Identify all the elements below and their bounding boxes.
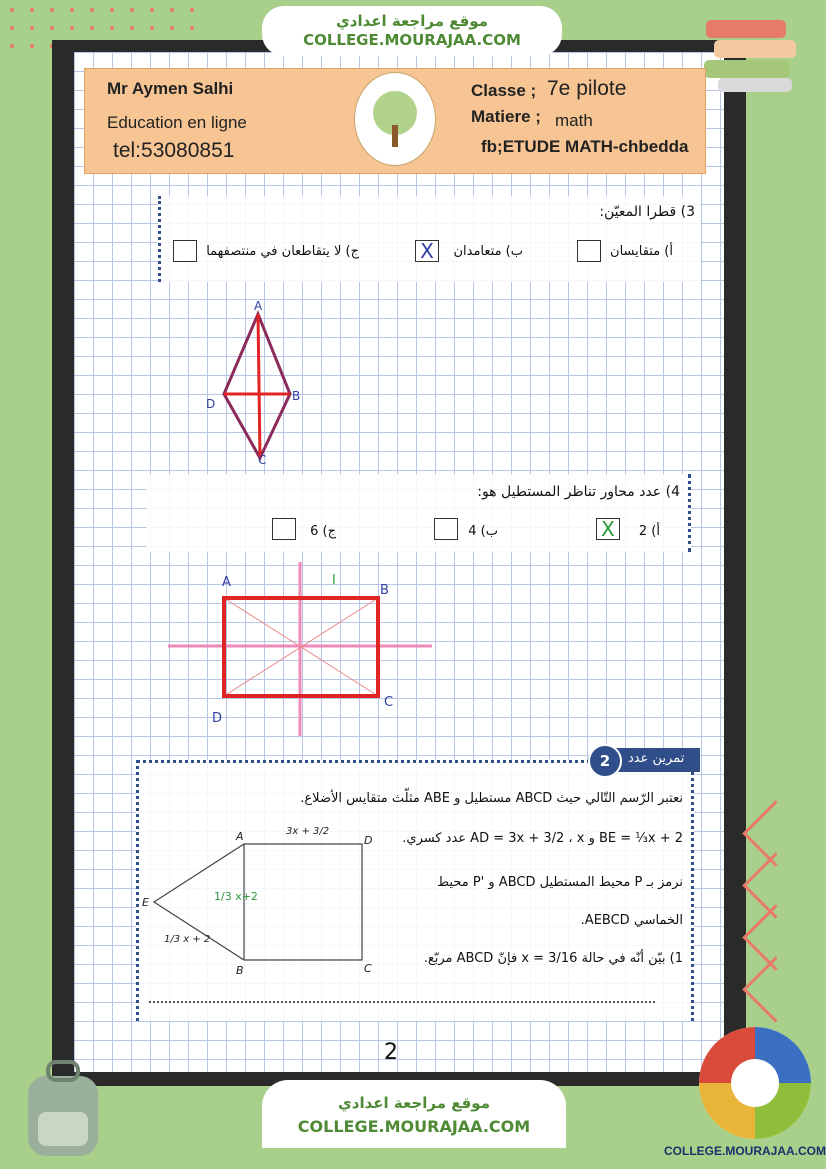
books-icon (700, 14, 806, 96)
exercise-line-3: نرمز بـ P محيط المستطيل ABCD و 'P محيط (437, 875, 683, 890)
teacher-phone: tel:53080851 (113, 139, 235, 162)
exercise-line-1: نعتبر الرّسم التّالي حيث ABCD مستطيل و ABE مثلّث متقايس الأضلاع. (300, 791, 683, 806)
tree-icon (355, 73, 435, 165)
q3-option-c-label: ج) لا يتقاطعان في منتصفهما (206, 244, 359, 259)
q3-option-b-checkbox[interactable]: X (415, 240, 439, 262)
exercise-line-2: BE = ⅓x + 2 و AD = 3x + 3/2 ، x عدد كسري. (402, 831, 683, 846)
q4-option-c-checkbox[interactable] (272, 518, 296, 540)
question-4 (146, 474, 691, 552)
q4-option-c-label: ج) 6 (310, 524, 336, 539)
q3-option-c-checkbox[interactable] (173, 240, 197, 262)
q4-option-b-label: ب) 4 (468, 524, 498, 539)
facebook-page: fb;ETUDE MATH-chbedda (481, 137, 689, 156)
classe-label: Classe ; (471, 81, 537, 100)
rhombus-figure (196, 296, 316, 466)
q3-option-b-label: ب) متعامدان (453, 244, 523, 259)
rhombus-label-c: C (258, 453, 267, 466)
rect-label-b: B (380, 583, 389, 598)
rect-label-a: A (222, 575, 231, 590)
q4-option-a-checkbox[interactable]: X (596, 518, 620, 540)
handwritten-ae-length: 1/3 x+2 (214, 890, 258, 903)
exercise-number: 2 (588, 744, 622, 778)
pentagon-figure (140, 820, 390, 980)
rect-label-d: D (212, 711, 223, 726)
pent-label-c: C (364, 962, 372, 975)
site-banner-bottom[interactable] (262, 1080, 566, 1148)
rhombus-label-d: D (206, 397, 216, 411)
education-line: Education en ligne (107, 113, 247, 132)
matiere-label: Matiere ; (471, 107, 541, 126)
q4-option-a-label: أ) 2 (638, 524, 660, 539)
matiere-value: math (555, 111, 593, 130)
side-be-length: 1/3 x + 2 (164, 934, 211, 945)
backpack-icon (14, 1056, 110, 1160)
exercise-badge-label: تمرين عدد (628, 751, 685, 766)
answer-line (149, 1001, 655, 1003)
rect-label-c: C (384, 695, 394, 710)
exercise-line-4: الخماسي AEBCD. (580, 913, 683, 928)
rectangle-figure (164, 560, 444, 740)
q3-option-a-checkbox[interactable] (577, 240, 601, 262)
education-wheel-icon (694, 1022, 816, 1144)
q3-option-a-label: أ) متقايسان (610, 244, 673, 259)
rhombus-label-a: A (254, 299, 263, 313)
rhombus-diagonal-ac (258, 314, 260, 458)
question-3 (158, 196, 701, 282)
site-arabic-name-bottom: موقع مراجعة اعدادي (338, 1094, 490, 1112)
exercise-line-5: 1) بيّن أنّه في حالة x = 3/16 فإنّ ABCD مربّع. (423, 951, 683, 966)
pent-label-e: E (142, 896, 149, 909)
q3-title: 3) قطرا المعيّن: (599, 204, 695, 220)
q4-title: 4) عدد محاور تناظر المستطيل هو: (477, 484, 680, 500)
q4-option-b-checkbox[interactable] (434, 518, 458, 540)
pent-label-b: B (236, 964, 244, 977)
site-banner-top[interactable] (262, 6, 562, 56)
chevron-up-icon (742, 956, 808, 1022)
rect-label-i: I (332, 573, 336, 588)
brand-url[interactable]: COLLEGE.MOURAJAA.COM (664, 1144, 826, 1158)
site-url-bottom: COLLEGE.MOURAJAA.COM (297, 1117, 531, 1136)
teacher-name: Mr Aymen Salhi (107, 79, 234, 98)
site-url: COLLEGE.MOURAJAA.COM (303, 31, 521, 49)
page-number: 2 (384, 1040, 398, 1065)
rhombus-label-b: B (292, 389, 301, 403)
pent-label-a: A (236, 830, 244, 843)
pent-label-d: D (364, 834, 373, 847)
school-logo (354, 72, 436, 166)
site-arabic-name: موقع مراجعة اعدادي (336, 12, 488, 30)
side-ad-length: 3x + 3/2 (286, 826, 330, 837)
classe-value: 7e pilote (547, 77, 627, 100)
